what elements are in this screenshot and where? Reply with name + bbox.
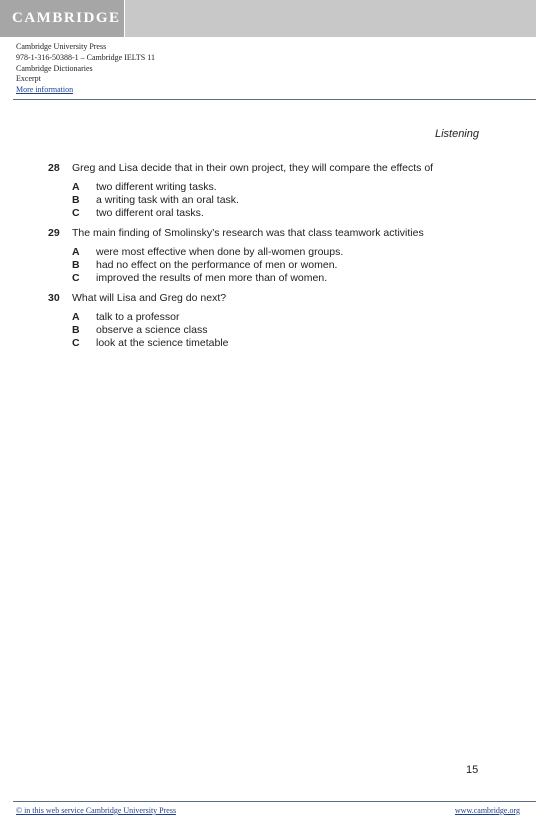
copyright-link[interactable]: © in this web service Cambridge University Press	[16, 806, 177, 815]
option-text: had no effect on the performance of men or women.	[96, 259, 338, 271]
option-text: look at the science timetable	[96, 337, 229, 349]
question-number: 28	[48, 162, 60, 174]
isbn-title: 978-1-316-50388-1 – Cambridge IELTS 11	[16, 52, 155, 62]
option-text: two different oral tasks.	[96, 207, 204, 219]
question-30-options	[72, 311, 478, 350]
option-b	[72, 324, 478, 337]
question-29	[48, 227, 478, 239]
header-band	[0, 0, 536, 37]
publication-info	[16, 42, 155, 96]
option-c	[72, 337, 478, 350]
option-letter: B	[72, 259, 80, 271]
option-text: a writing task with an oral task.	[96, 194, 239, 206]
option-letter: A	[72, 181, 80, 193]
question-number: 29	[48, 227, 60, 239]
question-text: Greg and Lisa decide that in their own project, they will compare the effects of	[72, 162, 434, 174]
question-number: 30	[48, 292, 60, 304]
option-letter: B	[72, 324, 80, 336]
option-a	[72, 246, 478, 259]
question-28	[48, 162, 478, 174]
cambridge-logo: CAMBRIDGE	[12, 10, 121, 26]
option-a	[72, 181, 478, 194]
question-list	[48, 162, 478, 357]
option-letter: C	[72, 207, 80, 219]
question-30	[48, 292, 478, 304]
question-text: The main finding of Smolinsky’s research was that class teamwork activities	[72, 227, 424, 239]
option-letter: A	[72, 246, 80, 258]
option-letter: C	[72, 272, 80, 284]
option-text: improved the results of men more than of women.	[96, 272, 328, 284]
option-letter: A	[72, 311, 80, 323]
header-divider	[13, 99, 536, 100]
footer-divider	[13, 801, 536, 802]
brand-box	[0, 0, 125, 37]
page-number: 15	[466, 764, 479, 776]
question-28-options	[72, 181, 478, 220]
publisher-name: Cambridge University Press	[16, 42, 107, 51]
question-text: What will Lisa and Greg do next?	[72, 292, 227, 304]
question-29-options	[72, 246, 478, 285]
option-text: talk to a professor	[96, 311, 180, 323]
option-a	[72, 311, 478, 324]
option-letter: B	[72, 194, 80, 206]
section-label: Listening	[434, 128, 479, 140]
series-name: Cambridge Dictionaries	[16, 63, 93, 73]
document-type: Excerpt	[16, 74, 41, 84]
option-b	[72, 194, 478, 207]
option-c	[72, 272, 478, 285]
option-letter: C	[72, 337, 80, 349]
option-b	[72, 259, 478, 272]
more-information-link[interactable]: More information	[16, 85, 74, 95]
option-text: were most effective when done by all-women groups.	[96, 246, 344, 258]
website-link[interactable]: www.cambridge.org	[454, 806, 520, 815]
option-c	[72, 207, 478, 220]
option-text: two different writing tasks.	[96, 181, 217, 193]
option-text: observe a science class	[96, 324, 208, 336]
